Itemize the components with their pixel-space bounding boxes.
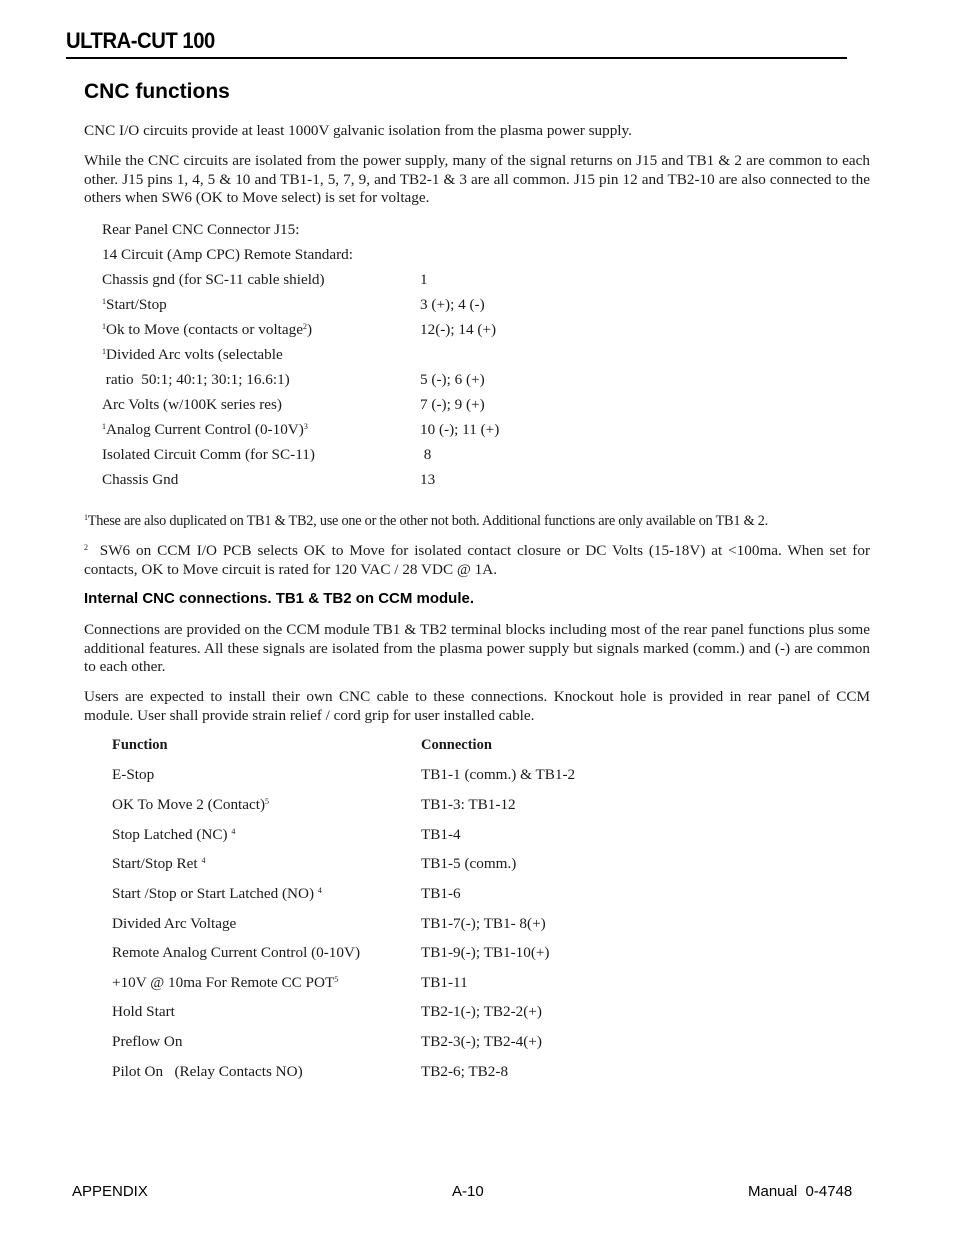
j15-heading: Rear Panel CNC Connector J15: bbox=[102, 221, 300, 238]
connection-cell: TB1-4 bbox=[421, 826, 461, 843]
footnote-1: $^1$These are also duplicated on TB1 & TB2, use one or the other not both. Additional functions are only available on TB1 & 2. bbox=[84, 513, 768, 529]
footnote-2: $^2$ SW6 on CCM I/O PCB selects OK to Move for isolated contact closure or DC Volts (15-18V) at <100ma. When set for contacts, OK to Move circuit is rated for 120 VAC / 28 VDC @ 1A. bbox=[84, 542, 871, 578]
j15-row-pins: 10 (-); 11 (+) bbox=[420, 421, 500, 438]
j15-row-label: $^1$Ok to Move (contacts or voltage$^2$) bbox=[102, 321, 313, 338]
j15-row-label: Chassis Gnd bbox=[102, 471, 179, 488]
column-header-function: Function bbox=[112, 737, 168, 753]
connection-cell: TB1-11 bbox=[421, 974, 468, 991]
connection-cell: TB2-3(-); TB2-4(+) bbox=[421, 1033, 542, 1050]
function-cell: Hold Start bbox=[112, 1003, 175, 1020]
j15-row-pins: 3 (+); 4 (-) bbox=[420, 296, 485, 313]
header-rule bbox=[66, 57, 847, 59]
j15-row-pins: 12(-); 14 (+) bbox=[420, 321, 497, 338]
function-cell: Stop Latched (NC) $^4$ bbox=[112, 826, 236, 843]
function-cell: Pilot On (Relay Contacts NO) bbox=[112, 1063, 303, 1080]
j15-row-label: Isolated Circuit Comm (for SC-11) bbox=[102, 446, 315, 463]
j15-row-pins: 8 bbox=[420, 446, 432, 463]
internal-paragraph-2: Users are expected to install their own CNC cable to these connections. Knockout hole is provided in rear panel of CCM module. User shall provide strain relief / cord grip for user installed cable. bbox=[84, 688, 870, 724]
page-number: A-10 bbox=[452, 1183, 484, 1200]
j15-row-label: $^1$Divided Arc volts (selectable bbox=[102, 346, 283, 363]
column-header-connection: Connection bbox=[421, 737, 492, 753]
function-cell: Divided Arc Voltage bbox=[112, 915, 237, 932]
j15-row-label: Arc Volts (w/100K series res) bbox=[102, 396, 282, 413]
internal-paragraph-1: Connections are provided on the CCM module TB1 & TB2 terminal blocks including most of the rear panel functions plus some additional features. All these signals are isolated from the plasma power supply but signals marked (comm.) and (-) are common to each other. bbox=[84, 621, 870, 675]
function-cell: E-Stop bbox=[112, 766, 155, 783]
footer-section-label: APPENDIX bbox=[72, 1183, 148, 1200]
internal-connections-heading: Internal CNC connections. TB1 & TB2 on CCM module. bbox=[84, 590, 475, 607]
j15-row-pins: 5 (-); 6 (+) bbox=[420, 371, 485, 388]
connection-cell: TB1-9(-); TB1-10(+) bbox=[421, 944, 550, 961]
connection-cell: TB1-5 (comm.) bbox=[421, 855, 517, 872]
j15-row-label: ratio 50:1; 40:1; 30:1; 16.6:1) bbox=[102, 371, 290, 388]
connection-cell: TB1-6 bbox=[421, 885, 461, 902]
connection-cell: TB1-1 (comm.) & TB1-2 bbox=[421, 766, 576, 783]
section-title: CNC functions bbox=[84, 80, 230, 103]
connection-cell: TB1-3: TB1-12 bbox=[421, 796, 516, 813]
connection-cell: TB2-6; TB2-8 bbox=[421, 1063, 509, 1080]
connection-cell: TB2-1(-); TB2-2(+) bbox=[421, 1003, 542, 1020]
j15-subheading: 14 Circuit (Amp CPC) Remote Standard: bbox=[102, 246, 353, 263]
j15-row-label: $^1$Analog Current Control $(0-10V)^3$ bbox=[102, 421, 308, 438]
function-cell: +10V @ 10ma For Remote CC POT$^5$ bbox=[112, 974, 339, 991]
manual-number: Manual 0-4748 bbox=[748, 1183, 853, 1200]
j15-row-pins: 7 (-); 9 (+) bbox=[420, 396, 485, 413]
function-cell: Preflow On bbox=[112, 1033, 183, 1050]
function-cell: Remote Analog Current Control (0-10V) bbox=[112, 944, 361, 961]
function-cell: OK To Move 2 (Contact)$^5$ bbox=[112, 796, 270, 813]
intro-paragraph: CNC I/O circuits provide at least 1000V galvanic isolation from the plasma power supply. bbox=[84, 122, 632, 139]
j15-row-pins: 1 bbox=[420, 271, 428, 288]
isolation-paragraph: While the CNC circuits are isolated from the power supply, many of the signal returns on J15 and TB1 & 2 are common to each other. J15 pins 1, 4, 5 & 10 and TB1-1, 5, 7, 9, and TB2-1 & 3 are all common. J15 pin 12 and TB2-10 are also connected to the others when SW6 (OK to Move select) is set for voltage. bbox=[84, 152, 870, 206]
connection-cell: TB1-7(-); TB1- 8(+) bbox=[421, 915, 546, 932]
j15-row-label: Chassis gnd (for SC-11 cable shield) bbox=[102, 271, 325, 288]
function-cell: Start /Stop or Start Latched (NO) $^4$ bbox=[112, 885, 322, 902]
manual-title: ULTRA-CUT 100 bbox=[66, 28, 215, 53]
j15-row-pins: 13 bbox=[420, 471, 436, 488]
function-cell: Start/Stop Ret $^4$ bbox=[112, 855, 206, 872]
j15-row-label: $^1$Start/Stop bbox=[102, 296, 167, 313]
